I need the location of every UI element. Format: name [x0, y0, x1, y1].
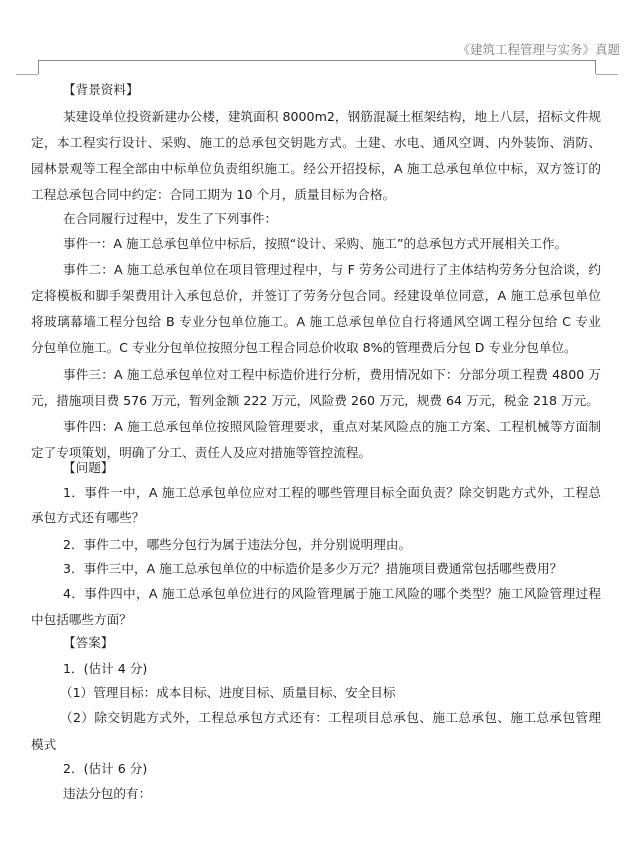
question-1: 1．事件一中，A 施工总承包单位应对工程的哪些管理目标全面负责？除交钥匙方式外，工程总	[63, 485, 601, 500]
answer-2-text: 违法分包的有：	[63, 786, 152, 801]
paragraph-line: 将玻璃幕墙工程分包给 B 专业分包单位施工。A 施工总承包单位自行将通风空调工程分包给 C 专业	[31, 314, 601, 329]
section-heading-background: 【背景资料】	[63, 82, 139, 97]
event-three: 事件三：A 施工总承包单位对工程中标造价进行分析，费用情况如下：分部分项工程费 4800 万	[63, 367, 601, 382]
section-heading-answers: 【答案】	[63, 635, 114, 650]
answer-1-score: 1．(估计 4 分)	[63, 661, 148, 676]
event-two: 事件二：A 施工总承包单位在项目管理过程中，与 F 劳务公司进行了主体结构劳务分包洽谈，约	[63, 262, 601, 277]
event-four: 事件四：A 施工总承包单位按照风险管理要求，重点对某风险点的施工方案、工程机械等方面制	[63, 419, 601, 434]
section-heading-questions: 【问题】	[63, 460, 114, 475]
answer-1-part-1: （1）管理目标：成本目标、进度目标、质量目标、安全目标	[60, 685, 396, 700]
event-one: 事件一：A 施工总承包单位中标后，按照“设计、采购、施工”的总承包方式开展相关工作。	[63, 236, 568, 251]
margin-mark-right	[596, 74, 618, 75]
paragraph-line: 某建设单位投资新建办公楼，建筑面积 8000m2，钢筋混凝土框架结构，地上八层，招标文件规	[63, 109, 601, 124]
paragraph-line: 分包单位施工。C 专业分包单位按照分包工程合同总价收取 8%的管理费后分包 D 专业分包单位。	[31, 340, 577, 355]
header-rule	[38, 60, 596, 61]
question-1-cont: 承包方式还有哪些？	[31, 510, 145, 525]
paragraph-line: 园林景观等工程全部由中标单位负责组织施工。经公开招投标，A 施工总承包单位中标，双方签订的	[31, 161, 601, 176]
paragraph-line: 在合同履行过程中，发生了下列事件：	[63, 211, 278, 226]
header-rule-left-corner	[38, 60, 39, 74]
question-3: 3．事件三中，A 施工总承包单位的中标造价是多少万元？措施项目费通常包括哪些费用？	[63, 561, 563, 576]
question-4-cont: 中包括哪些方面？	[31, 612, 132, 627]
margin-mark-left	[16, 74, 38, 75]
paragraph-line: 工程总承包合同中约定：合同工期为 10 个月，质量目标为合格。	[31, 187, 396, 202]
question-2: 2．事件二中，哪些分包行为属于违法分包，并分别说明理由。	[63, 537, 412, 552]
paragraph-line: 元，措施项目费 576 万元，暂列金额 222 万元，风险费 260 万元，规费 64 万元，税金 218 万元。	[31, 393, 599, 408]
answer-1-part-2-cont: 模式	[31, 737, 57, 752]
running-header: 《建筑工程管理与实务》真题	[457, 42, 620, 57]
question-4: 4．事件四中，A 施工总承包单位进行的风险管理属于施工风险的哪个类型？施工风险管理过程	[63, 586, 601, 601]
answer-1-part-2: （2）除交钥匙方式外，工程总承包方式还有：工程项目总承包、施工总承包、施工总承包管理	[60, 710, 601, 725]
paragraph-line: 定，本工程实行设计、采购、施工的总承包交钥匙方式。土建、水电、通风空调、内外装饰、消防、	[31, 135, 601, 150]
header-rule-right-corner	[595, 60, 596, 74]
paragraph-line: 定了专项策划，明确了分工、责任人及应对措施等管控流程。	[31, 445, 372, 460]
paragraph-line: 定将模板和脚手架费用计入承包总价，并签订了劳务分包合同。经建设单位同意，A 施工总承包单位	[31, 288, 601, 303]
answer-2-score: 2．(估计 6 分)	[63, 761, 148, 776]
